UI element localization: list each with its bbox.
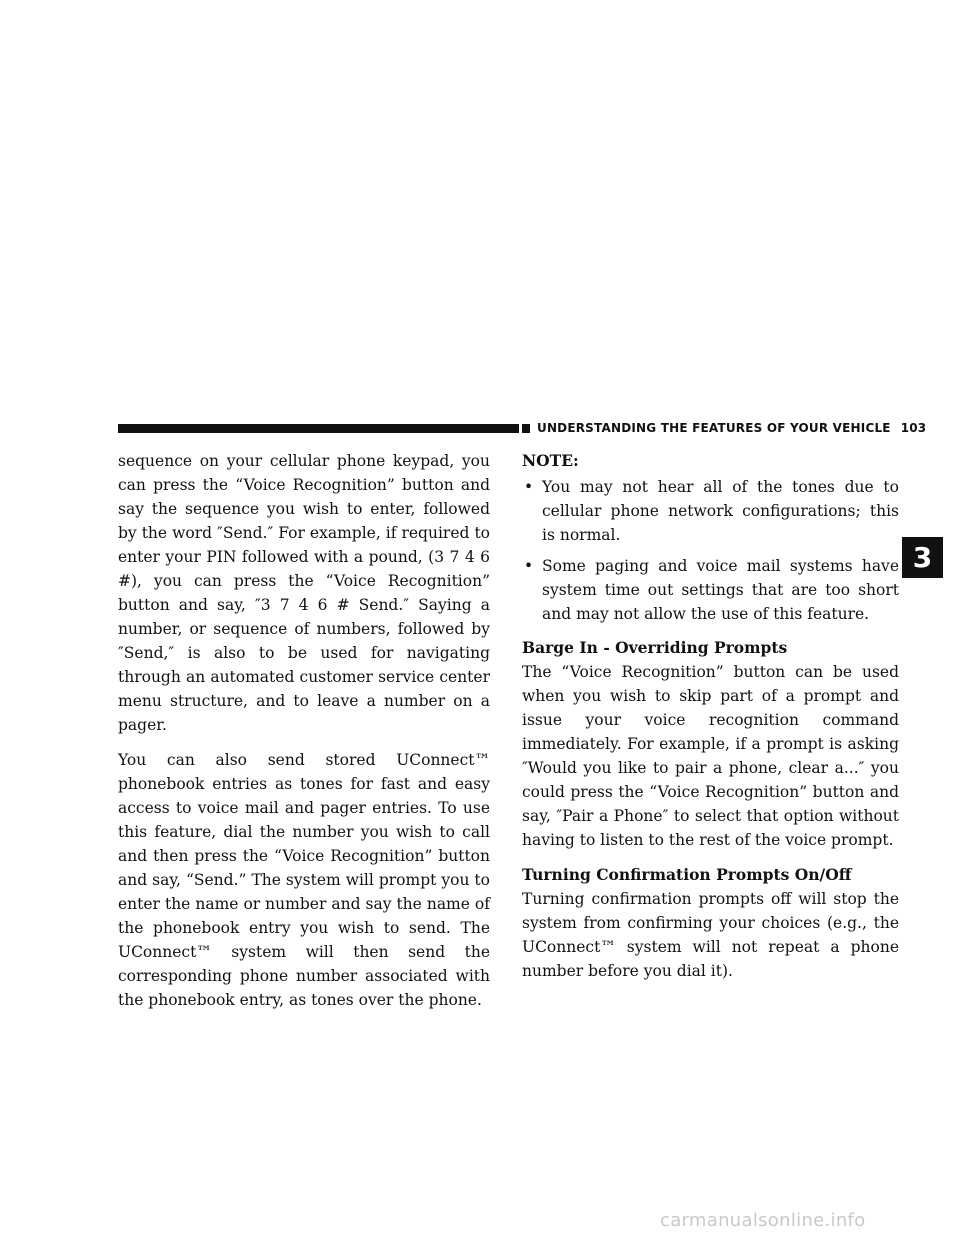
section-body: Turning confirmation prompts off will stop the system from confirming your choices (e.g., the UConnect™ system will not repeat a phone number before you dial it). — [522, 890, 899, 980]
section-heading: Barge In - Overriding Prompts — [522, 638, 788, 657]
note-item: • Some paging and voice mail systems have system time out settings that are too short and may not allow the use of this feature. — [522, 554, 899, 626]
chapter-tab: 3 — [902, 537, 943, 578]
running-header — [537, 418, 926, 438]
right-column — [522, 449, 899, 994]
section-body: The “Voice Recognition” button can be used when you wish to skip part of a prompt and issue your voice recognition command immediately. For example, if a prompt is asking ″Would you like to pair a phone, clear a...″ you could press the “Voice Recognition” button and say, ″Pair a Phone″ to select that option without having to listen to the rest of the voice prompt. — [522, 663, 899, 849]
section-heading: Turning Confirmation Prompts On/Off — [522, 865, 852, 884]
header-rule-block — [522, 424, 530, 433]
bullet-icon: • — [524, 478, 534, 496]
page-number: 103 — [900, 421, 927, 435]
left-column — [118, 449, 490, 1023]
note-label: NOTE: — [522, 451, 579, 470]
body-paragraph: sequence on your cellular phone keypad, you can press the “Voice Recognition” button and say the sequence you wish to enter, followed by the word ″Send.″ For example, if required to enter your PIN followed with a pound, (3 7 4 6 #), you can press the “Voice Recognition” button and say, ″3 7 4 6 # Send.″ Saying a number, or sequence of numbers, followed by ″Send,″ is also to be used for navigating through an automated customer service center menu structure, and to leave a number on a pager. — [118, 452, 490, 734]
note-list — [522, 475, 899, 626]
body-paragraph: You can also send stored UConnect™ phonebook entries as tones for fast and easy access to voice mail and pager entries. To use this feature, dial the number you wish to call and then press the “Voice Recognition” button and say, “Send.” The system will prompt you to enter the name or number and say the name of the phonebook entry you wish to send. The UConnect™ system will then send the corresponding phone number associated with the phonebook entry, as tones over the phone. — [118, 751, 490, 1009]
header-rule — [118, 424, 519, 433]
note-item: • You may not hear all of the tones due to cellular phone network configurations; this is normal. — [522, 475, 899, 547]
header-title: UNDERSTANDING THE FEATURES OF YOUR VEHICLE — [537, 421, 891, 435]
bullet-icon: • — [524, 557, 534, 575]
watermark: carmanualsonline.info — [660, 1210, 866, 1231]
